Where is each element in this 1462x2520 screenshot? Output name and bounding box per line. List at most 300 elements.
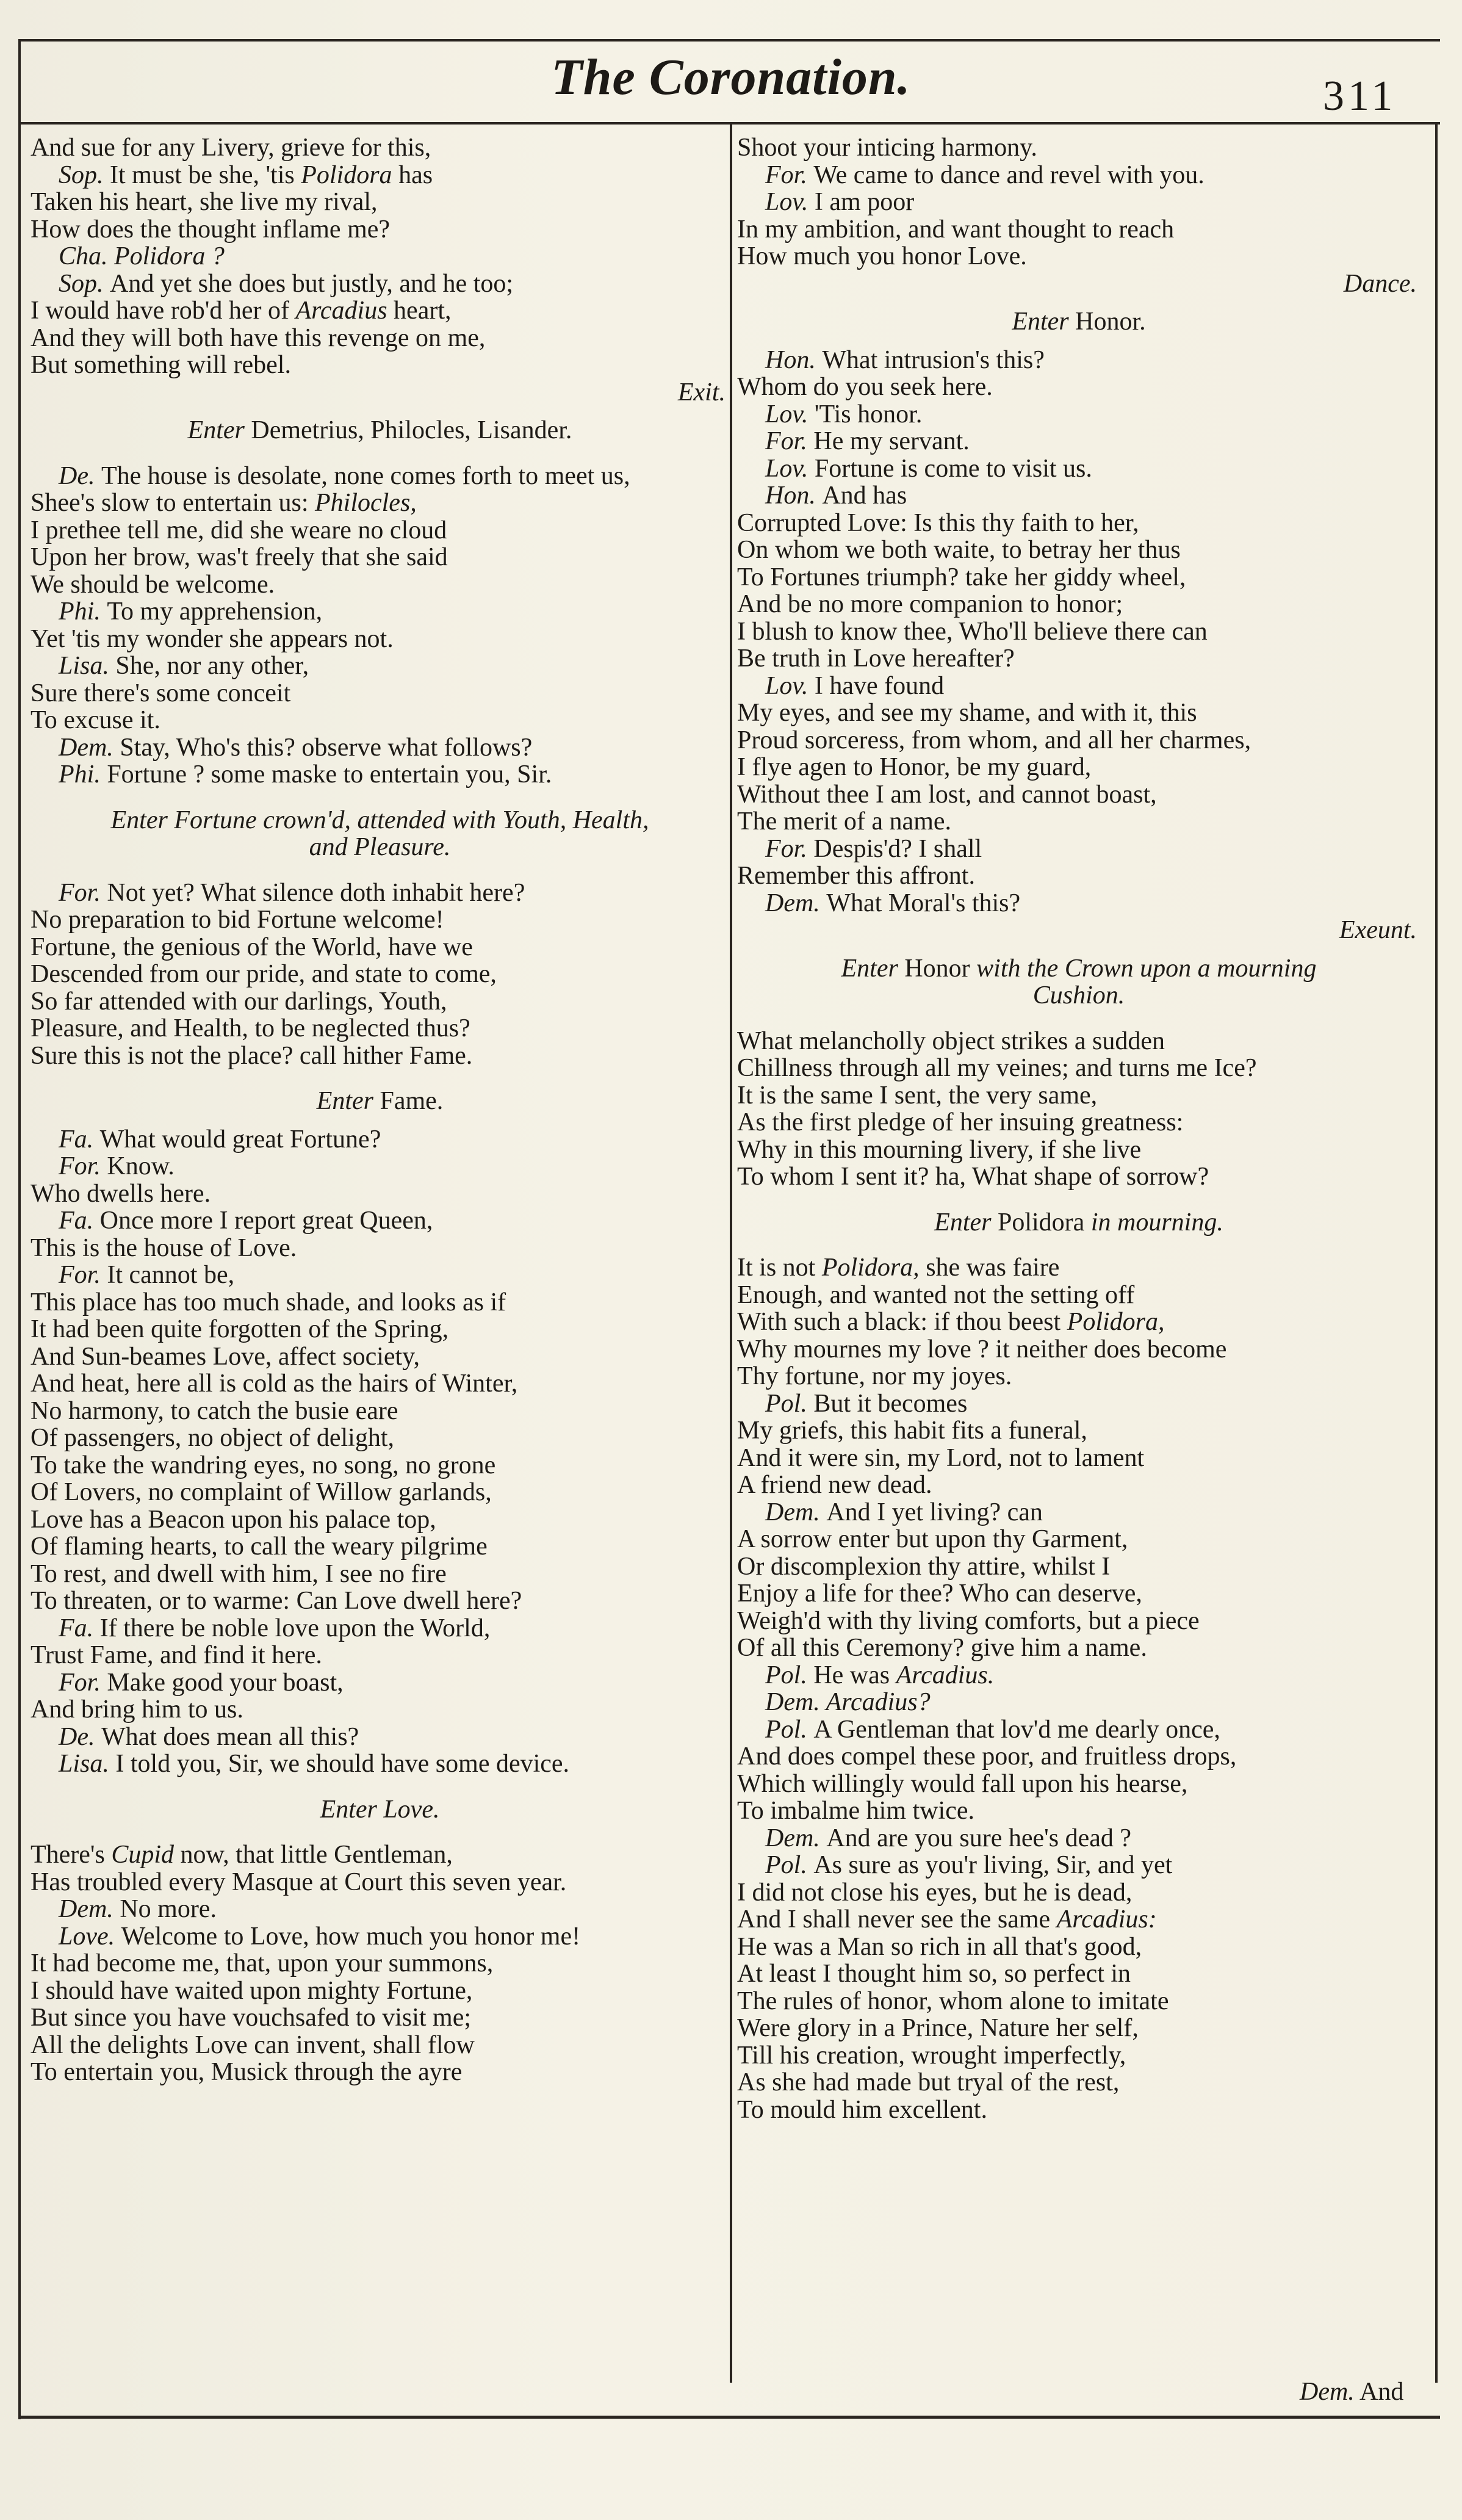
verse-line bbox=[31, 1841, 729, 1869]
stage-direction-text: Dance. bbox=[1343, 270, 1417, 297]
line-text: Not yet? What silence doth inhabit here? bbox=[107, 879, 525, 906]
line-text: Till his creation, wrought imperfectly, bbox=[737, 2042, 1126, 2069]
stage-direction-lead: Enter bbox=[1012, 308, 1069, 336]
line-text: Love has a Beacon upon his palace top, bbox=[31, 1506, 436, 1533]
speech-line bbox=[31, 1126, 729, 1153]
line-text: And sue for any Livery, grieve for this, bbox=[31, 134, 431, 162]
verse-line bbox=[737, 699, 1421, 727]
catchword-word: And bbox=[1359, 2378, 1404, 2406]
stage-direction-text: Honor. bbox=[1068, 308, 1146, 336]
verse-line bbox=[31, 1869, 729, 1896]
speech-line bbox=[31, 734, 729, 762]
verse-line bbox=[31, 1587, 729, 1615]
speech-line bbox=[737, 1390, 1421, 1418]
verse-line bbox=[737, 862, 1421, 890]
verse-line bbox=[31, 961, 729, 988]
line-text: has bbox=[392, 161, 433, 189]
line-spacer bbox=[31, 406, 729, 417]
line-text: And be no more companion to honor; bbox=[737, 591, 1123, 618]
speaker-label: De. bbox=[59, 462, 101, 489]
stage-direction-lead: Enter bbox=[187, 417, 245, 444]
line-text: To whom I sent it? ha, What shape of sorrow? bbox=[737, 1163, 1209, 1191]
character-name: Cupid bbox=[111, 1841, 175, 1869]
speech-line bbox=[31, 1615, 729, 1642]
verse-line bbox=[31, 1370, 729, 1398]
verse-line bbox=[31, 1289, 729, 1316]
speech-line bbox=[737, 1716, 1421, 1744]
speaker-label: Dem. bbox=[765, 889, 827, 917]
line-text: In my ambition, and want thought to reach bbox=[737, 215, 1175, 243]
speech-line bbox=[31, 1153, 729, 1180]
left-text-column bbox=[31, 134, 729, 2086]
verse-line bbox=[31, 489, 729, 517]
verse-line bbox=[737, 1336, 1421, 1363]
speaker-label: Fa. bbox=[59, 1125, 100, 1153]
line-text: Of all this Ceremony? give him a name. bbox=[737, 1634, 1147, 1662]
line-text: Which willingly would fall upon his hearse, bbox=[737, 1770, 1188, 1797]
verse-line bbox=[737, 1743, 1421, 1771]
verse-line bbox=[737, 1988, 1421, 2015]
verse-line bbox=[31, 626, 729, 653]
line-text: And does compel these poor, and fruitless drops, bbox=[737, 1743, 1237, 1771]
line-text: This is the house of Love. bbox=[31, 1234, 297, 1262]
line-text: Shee's slow to entertain us: bbox=[31, 489, 315, 517]
verse-line bbox=[31, 680, 729, 707]
verse-line bbox=[31, 934, 729, 961]
verse-line bbox=[31, 1642, 729, 1669]
verse-line bbox=[737, 1933, 1421, 1961]
line-spacer bbox=[31, 789, 729, 807]
speaker-label: Hon. bbox=[765, 482, 823, 510]
line-text: But since you have vouchsafed to visit me; bbox=[31, 2004, 472, 2032]
line-text: Sure this is not the place? call hither Fame. bbox=[31, 1042, 473, 1069]
line-text: She, nor any other, bbox=[115, 652, 309, 680]
line-text: Fortune, the genious of the World, have we bbox=[31, 933, 473, 961]
verse-line bbox=[737, 1282, 1421, 1309]
verse-line bbox=[31, 1015, 729, 1042]
stage-direction-text: Demetrius, Philocles, Lisander. bbox=[244, 417, 572, 444]
speech-line bbox=[31, 652, 729, 680]
verse-line bbox=[737, 1906, 1421, 1933]
line-text: I should have waited upon mighty Fortune, bbox=[31, 1977, 473, 2004]
line-text: Were glory in a Prince, Nature her self, bbox=[737, 2015, 1139, 2042]
speech-line bbox=[31, 761, 729, 789]
line-text: Welcome to Love, how much you honor me! bbox=[121, 1922, 581, 1950]
line-spacer bbox=[737, 944, 1421, 955]
right-text-column bbox=[737, 134, 1421, 2123]
verse-line bbox=[737, 645, 1421, 673]
verse-line bbox=[737, 2042, 1421, 2070]
verse-line bbox=[737, 374, 1421, 401]
speech-line bbox=[737, 1689, 1421, 1716]
verse-line bbox=[31, 1950, 729, 1977]
speech-line bbox=[31, 463, 729, 490]
line-spacer bbox=[31, 861, 729, 879]
character-name: Polidora ? bbox=[114, 243, 225, 270]
line-text: My eyes, and see my shame, and with it, this bbox=[737, 699, 1197, 727]
line-text: Enjoy a life for thee? Who can deserve, bbox=[737, 1580, 1142, 1608]
line-text: And has bbox=[822, 482, 907, 510]
line-text: But it becomes bbox=[813, 1390, 968, 1417]
column-divider bbox=[730, 125, 732, 2383]
verse-line bbox=[31, 1479, 729, 1506]
speech-line bbox=[31, 879, 729, 907]
stage-direction-lead: Enter bbox=[841, 955, 898, 982]
line-text: Taken his heart, she live my rival, bbox=[31, 189, 378, 216]
stage-direction-lead: Enter bbox=[316, 1088, 373, 1115]
speaker-label: Love. bbox=[59, 1922, 121, 1950]
line-text: Chillness through all my veines; and turns me Ice? bbox=[737, 1055, 1257, 1082]
line-text: Or discomplexion thy attire, whilst I bbox=[737, 1553, 1111, 1580]
verse-line bbox=[31, 1977, 729, 2005]
line-text: As she had made but tryal of the rest, bbox=[737, 2069, 1120, 2096]
top-rule bbox=[18, 39, 1440, 42]
line-text: Without thee I am lost, and cannot boast, bbox=[737, 781, 1157, 808]
verse-line bbox=[737, 1634, 1421, 1662]
speech-line bbox=[737, 673, 1421, 700]
verse-line bbox=[737, 1960, 1421, 1988]
line-text: To take the wandring eyes, no song, no grone bbox=[31, 1451, 496, 1479]
speaker-label: Pol. bbox=[765, 1716, 814, 1743]
verse-line bbox=[31, 2032, 729, 2059]
line-text: This place has too much shade, and looks as if bbox=[31, 1288, 506, 1316]
verse-line bbox=[737, 1363, 1421, 1390]
verse-line bbox=[737, 754, 1421, 781]
speech-line bbox=[737, 836, 1421, 863]
speaker-label: Phi. bbox=[59, 761, 107, 789]
verse-line bbox=[31, 2004, 729, 2032]
verse-line bbox=[31, 1533, 729, 1561]
stage-direction bbox=[737, 955, 1421, 983]
speaker-label: De. bbox=[59, 1723, 101, 1750]
line-text: And it were sin, my Lord, not to lament bbox=[737, 1444, 1145, 1471]
stage-direction-tail: with the Crown upon a mourning bbox=[976, 955, 1317, 982]
line-text: I told you, Sir, we should have some device. bbox=[115, 1750, 570, 1778]
speaker-label: Lisa. bbox=[59, 1750, 116, 1778]
line-text: A sorrow enter but upon thy Garment, bbox=[737, 1526, 1128, 1553]
character-name: Arcadius: bbox=[1056, 1906, 1157, 1933]
line-text: How much you honor Love. bbox=[737, 243, 1027, 270]
speaker-label: Lov. bbox=[765, 400, 815, 428]
line-text: The house is desolate, none comes forth to meet us, bbox=[101, 462, 630, 489]
line-text: she was faire bbox=[919, 1254, 1060, 1282]
stage-direction bbox=[737, 270, 1421, 298]
line-text: And I shall never see the same bbox=[737, 1906, 1057, 1933]
line-text: On whom we both waite, to betray her thus bbox=[737, 536, 1181, 564]
character-name: Polidora, bbox=[1067, 1309, 1165, 1336]
line-spacer bbox=[737, 297, 1421, 308]
line-text: Yet 'tis my wonder she appears not. bbox=[31, 625, 394, 652]
speech-line bbox=[737, 1852, 1421, 1879]
character-name: Arcadius. bbox=[896, 1661, 995, 1689]
stage-direction-tail: in mourning. bbox=[1090, 1208, 1223, 1236]
running-title: The Coronation. bbox=[551, 49, 911, 106]
speech-line bbox=[31, 270, 729, 298]
speaker-label: For. bbox=[765, 161, 814, 189]
line-text: How does the thought inflame me? bbox=[31, 215, 391, 243]
line-text: Know. bbox=[107, 1153, 175, 1180]
line-spacer bbox=[31, 1778, 729, 1796]
speech-line bbox=[31, 1896, 729, 1923]
stage-direction-text: Polidora bbox=[991, 1208, 1091, 1236]
right-border bbox=[1435, 125, 1438, 2383]
line-text: We came to dance and revel with you. bbox=[813, 161, 1205, 189]
verse-line bbox=[737, 1879, 1421, 1907]
line-text: Upon her brow, was't freely that she said bbox=[31, 544, 448, 571]
line-text: And they will both have this revenge on me, bbox=[31, 324, 486, 352]
verse-line bbox=[737, 134, 1421, 162]
verse-line bbox=[737, 1553, 1421, 1581]
verse-line bbox=[31, 571, 729, 599]
verse-line bbox=[31, 1343, 729, 1371]
line-text: Make good your boast, bbox=[107, 1669, 344, 1696]
speaker-label: Dem. bbox=[765, 1498, 827, 1526]
line-text: I would have rob'd her of bbox=[31, 297, 296, 325]
line-spacer bbox=[31, 444, 729, 463]
stage-direction-text: Exit. bbox=[677, 378, 726, 406]
speaker-label: Cha. bbox=[59, 243, 115, 270]
speaker-label: Lov. bbox=[765, 455, 815, 482]
stage-direction bbox=[31, 379, 729, 406]
stage-direction bbox=[737, 982, 1421, 1009]
verse-line bbox=[737, 1254, 1421, 1282]
speech-line bbox=[737, 428, 1421, 455]
verse-line bbox=[737, 618, 1421, 646]
speaker-label: Pol. bbox=[765, 1390, 814, 1417]
character-name: Polidora bbox=[301, 161, 392, 189]
line-text: No harmony, to catch the busie eare bbox=[31, 1397, 398, 1424]
speaker-label: Lisa. bbox=[59, 652, 116, 680]
line-text: As sure as you'r living, Sir, and yet bbox=[813, 1852, 1173, 1879]
line-text: The rules of honor, whom alone to imitate bbox=[737, 1987, 1169, 2015]
verse-line bbox=[737, 2015, 1421, 2042]
speaker-label: Dem. bbox=[59, 734, 120, 761]
line-text: Has troubled every Masque at Court this seven year. bbox=[31, 1868, 567, 1896]
speech-line bbox=[737, 482, 1421, 510]
line-text: To Fortunes triumph? take her giddy wheel, bbox=[737, 563, 1186, 591]
line-text: Pleasure, and Health, to be neglected thus? bbox=[31, 1015, 470, 1042]
stage-direction bbox=[31, 1088, 729, 1115]
speaker-label: Dem. bbox=[765, 1689, 826, 1716]
verse-line bbox=[737, 216, 1421, 244]
line-text: Sure there's some conceit bbox=[31, 679, 291, 707]
line-text: He was a Man so rich in all that's good, bbox=[737, 1933, 1142, 1960]
speaker-label: Dem. bbox=[59, 1896, 120, 1923]
stage-direction-text: Enter Fortune crown'd, attended with Youth, Health, bbox=[110, 806, 649, 834]
line-text: So far attended with our darlings, Youth, bbox=[31, 987, 447, 1015]
speech-line bbox=[31, 1669, 729, 1697]
line-text: I did not close his eyes, but he is dead, bbox=[737, 1879, 1133, 1906]
verse-line bbox=[31, 906, 729, 934]
verse-line bbox=[31, 707, 729, 734]
line-text: He my servant. bbox=[813, 428, 970, 455]
speaker-label: Pol. bbox=[765, 1661, 814, 1689]
stage-direction-text: and Pleasure. bbox=[309, 834, 451, 861]
line-text: Be truth in Love hereafter? bbox=[737, 645, 1015, 673]
line-text: 'Tis honor. bbox=[814, 400, 923, 428]
line-text: I flye agen to Honor, be my guard, bbox=[737, 754, 1092, 781]
verse-line bbox=[737, 564, 1421, 591]
verse-line bbox=[31, 2059, 729, 2086]
line-text: now, that little Gentleman, bbox=[174, 1841, 453, 1869]
line-text: No more. bbox=[120, 1896, 217, 1923]
line-text: Shoot your inticing harmony. bbox=[737, 134, 1037, 162]
speaker-label: Fa. bbox=[59, 1207, 100, 1235]
line-text: Of flaming hearts, to call the weary pilgrime bbox=[31, 1533, 488, 1561]
line-text: It had become me, that, upon your summons, bbox=[31, 1950, 494, 1977]
line-text: And I yet living? can bbox=[826, 1498, 1043, 1526]
line-text: At least I thought him so, so perfect in bbox=[737, 1960, 1131, 1988]
speech-line bbox=[31, 1724, 729, 1751]
line-text: Once more I report great Queen, bbox=[99, 1207, 433, 1235]
line-text: heart, bbox=[387, 297, 452, 325]
line-text: I prethee tell me, did she weare no cloud bbox=[31, 516, 447, 544]
verse-line bbox=[737, 1471, 1421, 1499]
line-text: It is the same I sent, the very same, bbox=[737, 1081, 1098, 1109]
line-text: A friend new dead. bbox=[737, 1471, 932, 1499]
verse-line bbox=[31, 189, 729, 216]
speaker-label: Dem. bbox=[765, 1824, 827, 1852]
line-text: Stay, Who's this? observe what follows? bbox=[120, 734, 533, 761]
speech-line bbox=[737, 890, 1421, 917]
line-text: He was bbox=[813, 1661, 896, 1689]
stage-direction-text: Fame. bbox=[373, 1088, 444, 1115]
speaker-label: For. bbox=[765, 428, 814, 455]
verse-line bbox=[737, 2069, 1421, 2096]
line-text: My griefs, this habit fits a funeral, bbox=[737, 1417, 1087, 1445]
line-text: Of Lovers, no complaint of Willow garlands, bbox=[31, 1479, 492, 1506]
line-text: Thy fortune, nor my joyes. bbox=[737, 1363, 1012, 1390]
line-spacer bbox=[737, 1236, 1421, 1254]
line-text: What would great Fortune? bbox=[99, 1125, 381, 1153]
speech-line bbox=[31, 1207, 729, 1235]
character-name: Polidora, bbox=[821, 1254, 920, 1282]
line-text: No preparation to bid Fortune welcome! bbox=[31, 906, 444, 934]
verse-line bbox=[737, 1445, 1421, 1472]
speech-line bbox=[737, 162, 1421, 189]
verse-line bbox=[737, 781, 1421, 809]
speaker-label: Pol. bbox=[765, 1852, 814, 1879]
verse-line bbox=[737, 2096, 1421, 2124]
verse-line bbox=[737, 1309, 1421, 1336]
line-text: With such a black: if thou beest bbox=[737, 1309, 1067, 1336]
speech-line bbox=[31, 1262, 729, 1289]
speech-line bbox=[737, 1662, 1421, 1689]
line-text: What Moral's this? bbox=[826, 889, 1021, 917]
line-text: What intrusion's this? bbox=[822, 346, 1045, 374]
verse-line bbox=[31, 1506, 729, 1534]
line-spacer bbox=[31, 1069, 729, 1088]
line-text: To excuse it. bbox=[31, 707, 160, 734]
speaker-label: Lov. bbox=[765, 672, 815, 699]
line-text: Whom do you seek here. bbox=[737, 374, 993, 401]
speaker-label: For. bbox=[765, 835, 814, 862]
line-text: And Sun-beames Love, affect society, bbox=[31, 1343, 420, 1370]
speaker-label: Sop. bbox=[59, 161, 110, 189]
line-text: I blush to know thee, Who'll believe there can bbox=[737, 618, 1208, 645]
verse-line bbox=[737, 1163, 1421, 1191]
verse-line bbox=[31, 325, 729, 352]
verse-line bbox=[737, 591, 1421, 618]
speech-line bbox=[737, 347, 1421, 374]
stage-direction bbox=[737, 308, 1421, 336]
line-spacer bbox=[737, 336, 1421, 347]
speech-line bbox=[737, 455, 1421, 483]
line-text: To my apprehension, bbox=[107, 598, 323, 626]
line-text: Why mournes my love ? it neither does become bbox=[737, 1335, 1227, 1363]
speaker-label: Lov. bbox=[765, 189, 815, 216]
line-spacer bbox=[737, 1191, 1421, 1209]
line-text: It must be she, 'tis bbox=[110, 161, 301, 189]
stage-direction bbox=[31, 1796, 729, 1824]
line-text: And are you sure hee's dead ? bbox=[826, 1824, 1132, 1852]
line-text: What melancholly object strikes a sudden bbox=[737, 1027, 1165, 1055]
verse-line bbox=[31, 1398, 729, 1425]
verse-line bbox=[737, 727, 1421, 754]
line-text: Despis'd? I shall bbox=[813, 835, 982, 862]
speech-line bbox=[31, 598, 729, 626]
verse-line bbox=[31, 1180, 729, 1208]
character-name: Philocles, bbox=[315, 489, 417, 517]
verse-line bbox=[31, 517, 729, 544]
line-spacer bbox=[31, 1823, 729, 1841]
speech-line bbox=[31, 1923, 729, 1951]
line-text: It is not bbox=[737, 1254, 822, 1282]
stage-direction bbox=[31, 807, 729, 834]
speech-line bbox=[31, 162, 729, 189]
speech-line bbox=[737, 1499, 1421, 1526]
verse-line bbox=[31, 1424, 729, 1452]
header-rule bbox=[18, 122, 1440, 125]
stage-direction bbox=[31, 417, 729, 444]
line-text: It had been quite forgotten of the Spring, bbox=[31, 1316, 449, 1343]
verse-line bbox=[31, 1696, 729, 1724]
line-text: Fortune is come to visit us. bbox=[814, 455, 1092, 482]
line-text: Corrupted Love: Is this thy faith to her, bbox=[737, 509, 1139, 536]
line-spacer bbox=[31, 1115, 729, 1126]
line-text: There's bbox=[31, 1841, 112, 1869]
verse-line bbox=[737, 1797, 1421, 1825]
line-spacer bbox=[737, 1009, 1421, 1028]
line-text: Proud sorceress, from whom, and all her charmes, bbox=[737, 726, 1251, 754]
line-text: Remember this affront. bbox=[737, 862, 975, 890]
verse-line bbox=[31, 352, 729, 379]
line-text: To imbalme him twice. bbox=[737, 1797, 974, 1825]
line-text: The merit of a name. bbox=[737, 808, 952, 836]
verse-line bbox=[737, 1055, 1421, 1082]
line-text: Who dwells here. bbox=[31, 1180, 211, 1207]
verse-line bbox=[737, 1028, 1421, 1055]
speech-line bbox=[737, 1825, 1421, 1852]
character-name: Arcadius bbox=[295, 297, 387, 325]
left-border bbox=[18, 39, 21, 2419]
verse-line bbox=[31, 544, 729, 571]
verse-line bbox=[737, 808, 1421, 836]
verse-line bbox=[737, 536, 1421, 564]
line-text: I am poor bbox=[814, 189, 915, 216]
line-text: But something will rebel. bbox=[31, 352, 291, 379]
verse-line bbox=[737, 1082, 1421, 1110]
line-text: To mould him excellent. bbox=[737, 2096, 987, 2123]
speaker-label: Sop. bbox=[59, 270, 110, 297]
stage-direction bbox=[737, 917, 1421, 944]
verse-line bbox=[31, 216, 729, 244]
verse-line bbox=[31, 1316, 729, 1343]
line-text: We should be welcome. bbox=[31, 571, 275, 598]
line-text: And yet she does but justly, and he too; bbox=[110, 270, 514, 297]
speaker-label: For. bbox=[59, 1262, 107, 1289]
line-text: Of passengers, no object of delight, bbox=[31, 1424, 395, 1452]
